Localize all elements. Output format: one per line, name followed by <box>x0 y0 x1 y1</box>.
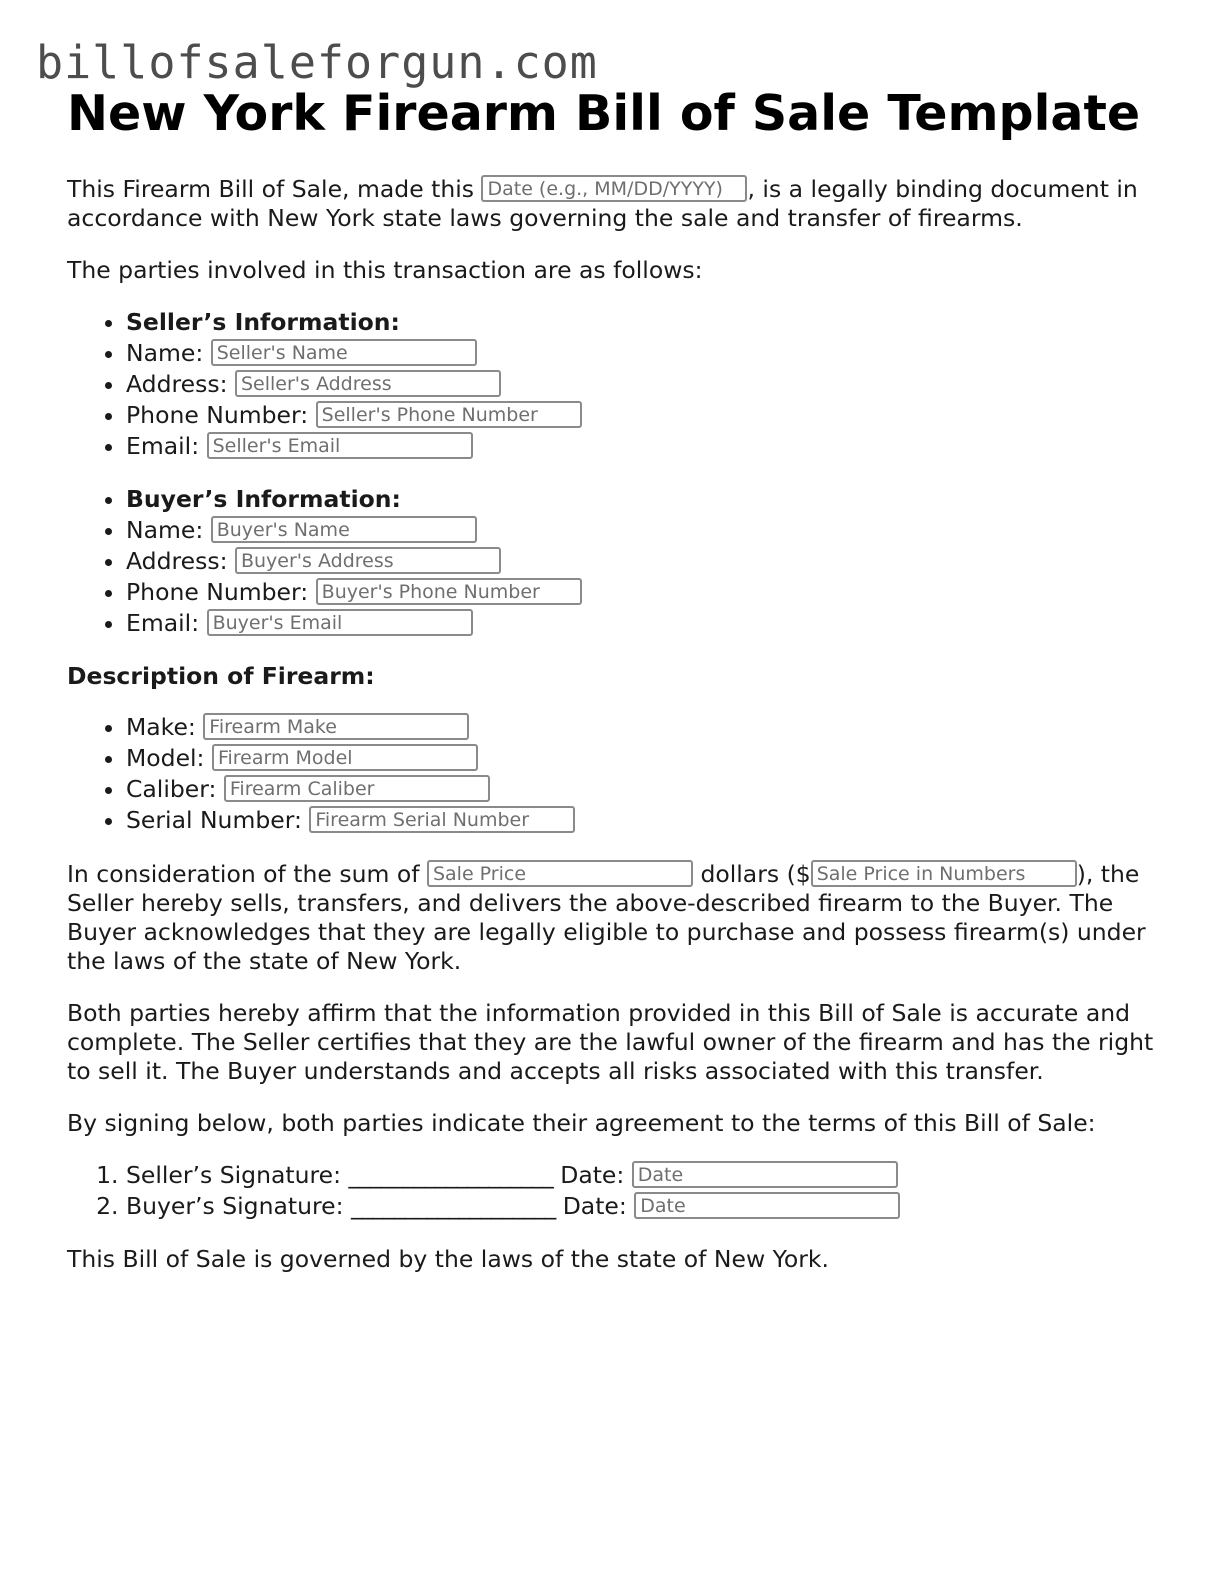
buyer-email-item <box>126 608 1157 639</box>
intro-text-after: , is a legally binding document in accordance with New York state laws governing the sale and transfer of firearms. <box>67 175 1138 232</box>
firearm-make-label: Make: <box>126 713 204 741</box>
buyer-email-label: Email: <box>126 609 207 637</box>
buyer-address-item <box>126 546 1157 577</box>
buyer-signature-label: Buyer’s Signature: <box>126 1192 351 1220</box>
buyer-phone-item <box>126 577 1157 608</box>
seller-signature-item <box>126 1160 1157 1191</box>
firearm-serial-item <box>126 805 1157 836</box>
firearm-make-item <box>126 712 1157 743</box>
buyer-info-list <box>67 484 1157 639</box>
firearm-caliber-input[interactable] <box>224 775 490 802</box>
intro-paragraph <box>67 175 1157 233</box>
seller-date-label: Date: <box>552 1161 632 1189</box>
firearm-heading: Description of Firearm: <box>67 662 375 690</box>
firearm-info-list <box>67 712 1157 836</box>
seller-signature-line[interactable]: ___________________ <box>348 1161 553 1189</box>
buyer-phone-input[interactable] <box>316 578 582 605</box>
firearm-model-label: Model: <box>126 744 212 772</box>
seller-address-item <box>126 369 1157 400</box>
parties-intro: The parties involved in this transaction are as follows: <box>67 256 703 284</box>
document-body <box>67 84 1157 1274</box>
buyer-date-label: Date: <box>555 1192 635 1220</box>
intro-text-before: This Firearm Bill of Sale, made this <box>67 175 482 203</box>
buyer-name-input[interactable] <box>211 516 477 543</box>
seller-address-label: Address: <box>126 370 235 398</box>
seller-heading: • Seller’s Information: <box>126 307 1157 338</box>
watermark: billofsaleforgun.com <box>36 36 598 89</box>
sale-date-input[interactable] <box>481 175 747 202</box>
firearm-caliber-item <box>126 774 1157 805</box>
seller-phone-item <box>126 400 1157 431</box>
seller-signature-label: Seller’s Signature: <box>126 1161 349 1189</box>
consideration-paragraph <box>67 860 1157 976</box>
affirmation-paragraph: Both parties hereby affirm that the information provided in this Bill of Sale is accurate and complete. The Seller certifies that they are the lawful owner of the firearm and has the right to sell it. The Buyer understands and accepts all risks associated with this transfer. <box>67 999 1154 1085</box>
seller-email-label: Email: <box>126 432 207 460</box>
buyer-address-input[interactable] <box>235 547 501 574</box>
buyer-phone-label: Phone Number: <box>126 578 316 606</box>
firearm-serial-label: Serial Number: <box>126 806 310 834</box>
seller-phone-input[interactable] <box>316 401 582 428</box>
seller-name-input[interactable] <box>211 339 477 366</box>
buyer-heading: • Buyer’s Information: <box>126 484 1157 515</box>
buyer-address-label: Address: <box>126 547 235 575</box>
seller-email-item <box>126 431 1157 462</box>
firearm-serial-input[interactable] <box>309 806 575 833</box>
buyer-email-input[interactable] <box>207 609 473 636</box>
buyer-name-item <box>126 515 1157 546</box>
buyer-signature-line[interactable]: ___________________ <box>350 1192 556 1220</box>
consideration-text-middle: dollars ($ <box>692 860 811 888</box>
consideration-text-before: In consideration of the sum of <box>67 860 427 888</box>
signature-list <box>67 1160 1157 1222</box>
firearm-model-item <box>126 743 1157 774</box>
consideration-text-after: ), the Seller hereby sells, transfers, and delivers the above-described firearm to the Buyer. The Buyer acknowledges that they are legally eligible to purchase and possess firearm(s) under the laws of the state of New York. <box>67 860 1146 975</box>
sale-price-numbers-input[interactable] <box>811 860 1077 887</box>
firearm-make-input[interactable] <box>203 713 469 740</box>
signing-paragraph: By signing below, both parties indicate their agreement to the terms of this Bill of Sale: <box>67 1109 1096 1137</box>
seller-name-item <box>126 338 1157 369</box>
buyer-name-label: Name: <box>126 516 211 544</box>
sale-price-input[interactable] <box>427 860 693 887</box>
firearm-model-input[interactable] <box>212 744 478 771</box>
seller-email-input[interactable] <box>207 432 473 459</box>
seller-info-list <box>67 307 1157 462</box>
governing-law-paragraph: This Bill of Sale is governed by the laws of the state of New York. <box>67 1245 830 1273</box>
buyer-signature-date-input[interactable] <box>634 1192 900 1219</box>
page-title: New York Firearm Bill of Sale Template <box>67 85 1141 142</box>
seller-address-input[interactable] <box>235 370 501 397</box>
buyer-signature-item <box>126 1191 1157 1222</box>
seller-phone-label: Phone Number: <box>126 401 316 429</box>
firearm-caliber-label: Caliber: <box>126 775 224 803</box>
seller-name-label: Name: <box>126 339 211 367</box>
seller-signature-date-input[interactable] <box>632 1161 898 1188</box>
